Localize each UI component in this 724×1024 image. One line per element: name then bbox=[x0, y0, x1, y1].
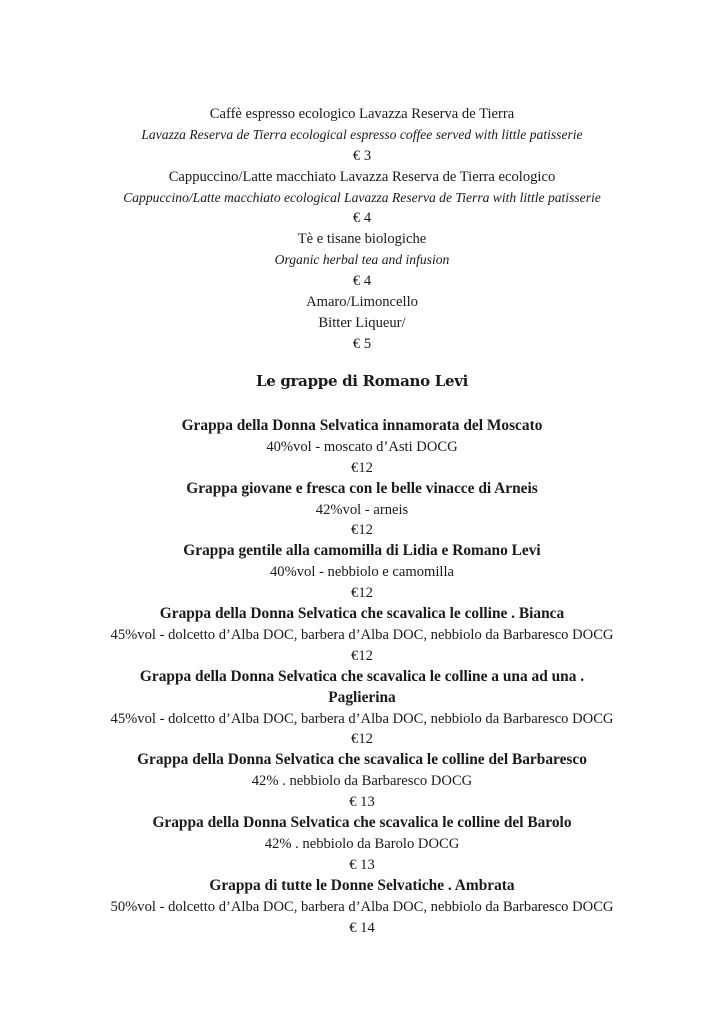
grappa-price: €12 bbox=[351, 522, 373, 539]
grappe-section bbox=[0, 416, 724, 938]
item-description: Lavazza Reserva de Tierra ecological espresso coffee served with little patisserie bbox=[141, 126, 583, 142]
grappa-name: Grappa della Donna Selvatica che scavalica le colline . Bianca bbox=[159, 605, 565, 623]
grappa-price: €12 bbox=[351, 585, 373, 602]
item-name: Amaro/Limoncello bbox=[306, 294, 418, 311]
grappa-details: 45%vol - dolcetto d’Alba DOC, barbera d’Alba DOC, nebbiolo da Barbaresco DOCG bbox=[110, 626, 614, 643]
item-description: Cappuccino/Latte macchiato ecological Lavazza Reserva de Tierra with little patisserie bbox=[123, 189, 601, 205]
item-price: € 3 bbox=[352, 147, 372, 164]
grappa-price: € 14 bbox=[349, 919, 375, 936]
grappa-item bbox=[0, 876, 724, 939]
item-price: € 5 bbox=[352, 335, 372, 352]
grappa-price: € 13 bbox=[349, 856, 375, 873]
item-price: € 4 bbox=[352, 210, 372, 227]
grappa-name: Grappa gentile alla camomilla di Lidia e Romano Levi bbox=[183, 542, 541, 560]
menu-item bbox=[0, 104, 724, 167]
grappa-details: 40%vol - nebbiolo e camomilla bbox=[270, 564, 454, 581]
item-name: Tè e tisane biologiche bbox=[297, 231, 427, 248]
coffee-section bbox=[0, 104, 724, 355]
grappe-heading: Le grappe di Romano Levi bbox=[255, 372, 469, 390]
grappa-item bbox=[0, 479, 724, 542]
grappa-details: 45%vol - dolcetto d’Alba DOC, barbera d’Alba DOC, nebbiolo da Barbaresco DOCG bbox=[110, 710, 614, 727]
grappa-name: Grappa della Donna Selvatica che scavalica le colline a una ad una . Paglierina bbox=[139, 667, 585, 706]
menu-item bbox=[0, 292, 724, 355]
menu-item bbox=[0, 229, 724, 292]
grappa-details: 42% . nebbiolo da Barbaresco DOCG bbox=[251, 773, 473, 790]
menu-item bbox=[0, 167, 724, 230]
grappa-name: Grappa della Donna Selvatica che scavalica le colline del Barbaresco bbox=[137, 751, 587, 769]
grappa-price: € 13 bbox=[349, 794, 375, 811]
grappa-item bbox=[0, 541, 724, 604]
grappa-name: Grappa giovane e fresca con le belle vinacce di Arneis bbox=[186, 479, 538, 497]
grappa-name: Grappa di tutte le Donne Selvatiche . Ambrata bbox=[209, 876, 515, 894]
grappa-item bbox=[0, 667, 724, 751]
item-name: Caffè espresso ecologico Lavazza Reserva de Tierra bbox=[209, 106, 515, 122]
item-name: Cappuccino/Latte macchiato Lavazza Reserva de Tierra ecologico bbox=[168, 168, 556, 185]
grappa-details: 50%vol - dolcetto d’Alba DOC, barbera d’Alba DOC, nebbiolo da Barbaresco DOCG bbox=[110, 898, 614, 915]
grappa-item bbox=[0, 813, 724, 876]
grappa-details: 42%vol - arneis bbox=[315, 501, 409, 518]
grappa-item bbox=[0, 750, 724, 813]
item-price: € 4 bbox=[352, 273, 372, 290]
grappa-price: €12 bbox=[351, 647, 373, 664]
item-description: Organic herbal tea and infusion bbox=[274, 252, 450, 268]
grappa-item bbox=[0, 604, 724, 667]
grappa-details: 40%vol - moscato d’Asti DOCG bbox=[266, 438, 458, 455]
grappa-name: Grappa della Donna Selvatica innamorata del Moscato bbox=[181, 417, 543, 434]
grappa-price: €12 bbox=[351, 731, 373, 748]
grappa-price: €12 bbox=[351, 459, 373, 476]
grappa-item bbox=[0, 416, 724, 479]
item-description: Bitter Liqueur/ bbox=[318, 314, 406, 331]
grappa-details: 42% . nebbiolo da Barolo DOCG bbox=[264, 835, 460, 852]
grappa-name: Grappa della Donna Selvatica che scavalica le colline del Barolo bbox=[152, 814, 572, 832]
